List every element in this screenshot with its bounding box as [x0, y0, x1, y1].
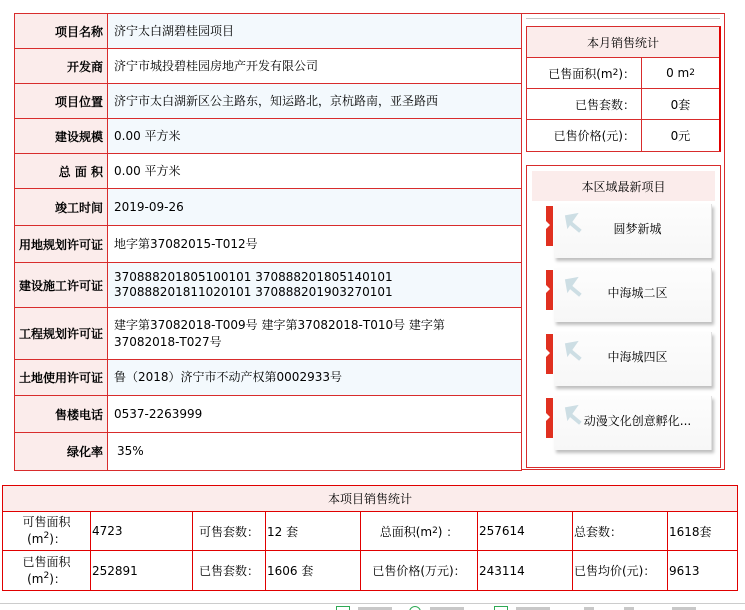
accent-bar-icon [546, 270, 553, 310]
info-row-land-use-permit [15, 360, 521, 396]
region-project-name[interactable]: 圆梦新城 [613, 222, 662, 236]
monthly-sold-price-label: 已售价格(元)： [527, 120, 642, 151]
accent-bar-icon [546, 334, 553, 374]
info-label: 项目位置 [15, 84, 108, 118]
label-text: 已售面积 [22, 554, 71, 569]
info-label: 土地使用许可证 [15, 360, 108, 395]
info-label: 用地规划许可证 [15, 226, 108, 262]
available-units-value: 12 套 [266, 512, 361, 550]
avg-price-value: 9613 [669, 563, 700, 578]
info-value: 0.00 平方米 [114, 163, 181, 178]
info-value: 地字第37082015-T012号 [114, 236, 258, 251]
unit-text: (m [27, 532, 44, 546]
info-row-phone [15, 396, 521, 433]
total-units-label: 总套数： [573, 512, 668, 550]
monthly-sales-title: 本月销售统计 [527, 27, 719, 58]
divider [526, 18, 720, 19]
info-row-scale [15, 119, 521, 154]
total-units-value: 1618套 [669, 524, 712, 539]
info-row-name [15, 14, 521, 49]
region-project-name[interactable]: 中海城四区 [607, 350, 668, 364]
info-label: 工程规划许可证 [15, 308, 108, 359]
monthly-sold-units-value: 0套 [670, 97, 691, 112]
info-value: 370888201805100101 370888201805140101 370888201811020101 370888201903270101 [108, 263, 521, 307]
info-value: 0537-2263999 [114, 406, 203, 421]
superscript: 2 [43, 570, 50, 581]
available-area-value: 4723 [91, 512, 193, 550]
available-units-label: 可售套数： [193, 512, 266, 550]
monthly-sold-area-label: 已售面积(m 2 )： [527, 58, 642, 88]
sales-row-available [3, 512, 737, 551]
monthly-sold-area-value: 0 m 2 [666, 66, 695, 80]
info-row-engineering-permit [15, 308, 521, 360]
unit-end: )： [49, 571, 66, 586]
region-project-card[interactable] [544, 204, 714, 262]
sold-units-value: 1606 套 [266, 551, 361, 590]
label-text: 已售面积(m [548, 66, 613, 81]
project-sales-title: 本项目销售统计 [3, 486, 737, 512]
info-label: 建设施工许可证 [15, 263, 108, 307]
monthly-sold-units-label: 已售套数： [527, 89, 642, 119]
info-row-total-area [15, 154, 521, 189]
card-body [554, 396, 712, 450]
info-value: 济宁太白湖碧桂园项目 [108, 14, 521, 48]
info-row-construction-permit [15, 263, 521, 308]
info-label: 绿化率 [15, 433, 108, 470]
info-value: 建字第37082018-T009号 建字第37082018-T010号 建字第37082018-T027号 [114, 317, 445, 349]
project-info-table [14, 13, 522, 471]
region-projects-title: 本区域最新项目 [532, 171, 715, 201]
region-project-name[interactable]: 中海城二区 [607, 286, 668, 300]
sold-area-value: 252891 [91, 551, 193, 590]
accent-bar-icon [546, 398, 553, 438]
superscript: 2 [43, 531, 50, 541]
sold-units-label: 已售套数： [193, 551, 266, 590]
info-value: 鲁（2018）济宁市不动产权第0002933号 [108, 360, 521, 395]
info-label: 项目名称 [15, 14, 108, 48]
accent-bar-icon [546, 206, 553, 246]
sold-price-label: 已售价格(万元)： [361, 551, 478, 590]
monthly-sold-price-row [527, 120, 719, 151]
checkbox-icon[interactable] [494, 606, 508, 610]
info-row-land-planning [15, 226, 521, 263]
label-text: 总面积(m [379, 524, 433, 539]
project-sales-table [2, 485, 738, 591]
total-area-label: 总面积(m 2 ) ： [361, 512, 478, 550]
region-projects-panel [526, 165, 721, 468]
region-project-card[interactable] [544, 396, 714, 454]
label-suffix: )： [618, 66, 635, 81]
sold-price-value: 243114 [478, 551, 573, 590]
card-body [554, 332, 712, 386]
sold-area-label [3, 551, 91, 590]
region-project-name[interactable]: 动漫文化创意孵化... [583, 414, 692, 428]
available-area-label [3, 512, 91, 550]
info-value: 35% [117, 444, 144, 458]
unit-end: )： [49, 532, 66, 546]
label-end: ) ： [437, 524, 459, 539]
value-text: 0 m [666, 66, 690, 80]
avg-price-label: 已售均价(元)： [573, 551, 668, 590]
region-project-card[interactable] [544, 268, 714, 326]
unit-text: (m [27, 571, 44, 586]
info-row-greening [15, 433, 521, 470]
info-row-completion [15, 189, 521, 226]
info-value: 2019-09-26 [108, 189, 521, 225]
monthly-sold-units-row [527, 89, 719, 120]
sales-row-sold [3, 551, 737, 590]
info-row-developer [15, 49, 521, 84]
info-label: 建设规模 [15, 119, 108, 153]
info-label: 竣工时间 [15, 189, 108, 225]
checkbox-icon[interactable] [336, 606, 350, 610]
monthly-sales-panel [526, 26, 721, 152]
info-value: 济宁市城投碧桂园房地产开发有限公司 [114, 58, 319, 73]
info-label: 总 面 积 [15, 154, 108, 188]
monthly-sold-price-value: 0元 [670, 129, 691, 143]
label-text: 可售面积 [22, 515, 71, 529]
card-body [554, 268, 712, 322]
card-body [554, 204, 712, 258]
info-row-location [15, 84, 521, 119]
circle-icon[interactable] [409, 606, 421, 610]
monthly-sold-area-row [527, 58, 719, 89]
total-area-value: 257614 [478, 512, 573, 550]
info-value: 济宁市太白湖新区公主路东，知运路北，京杭路南，亚圣路西 [108, 84, 521, 118]
info-label: 售楼电话 [15, 396, 108, 432]
toolbar-divider [0, 603, 745, 604]
info-label: 开发商 [15, 49, 108, 83]
info-value: 0.00 平方米 [108, 119, 521, 153]
region-project-card[interactable] [544, 332, 714, 390]
